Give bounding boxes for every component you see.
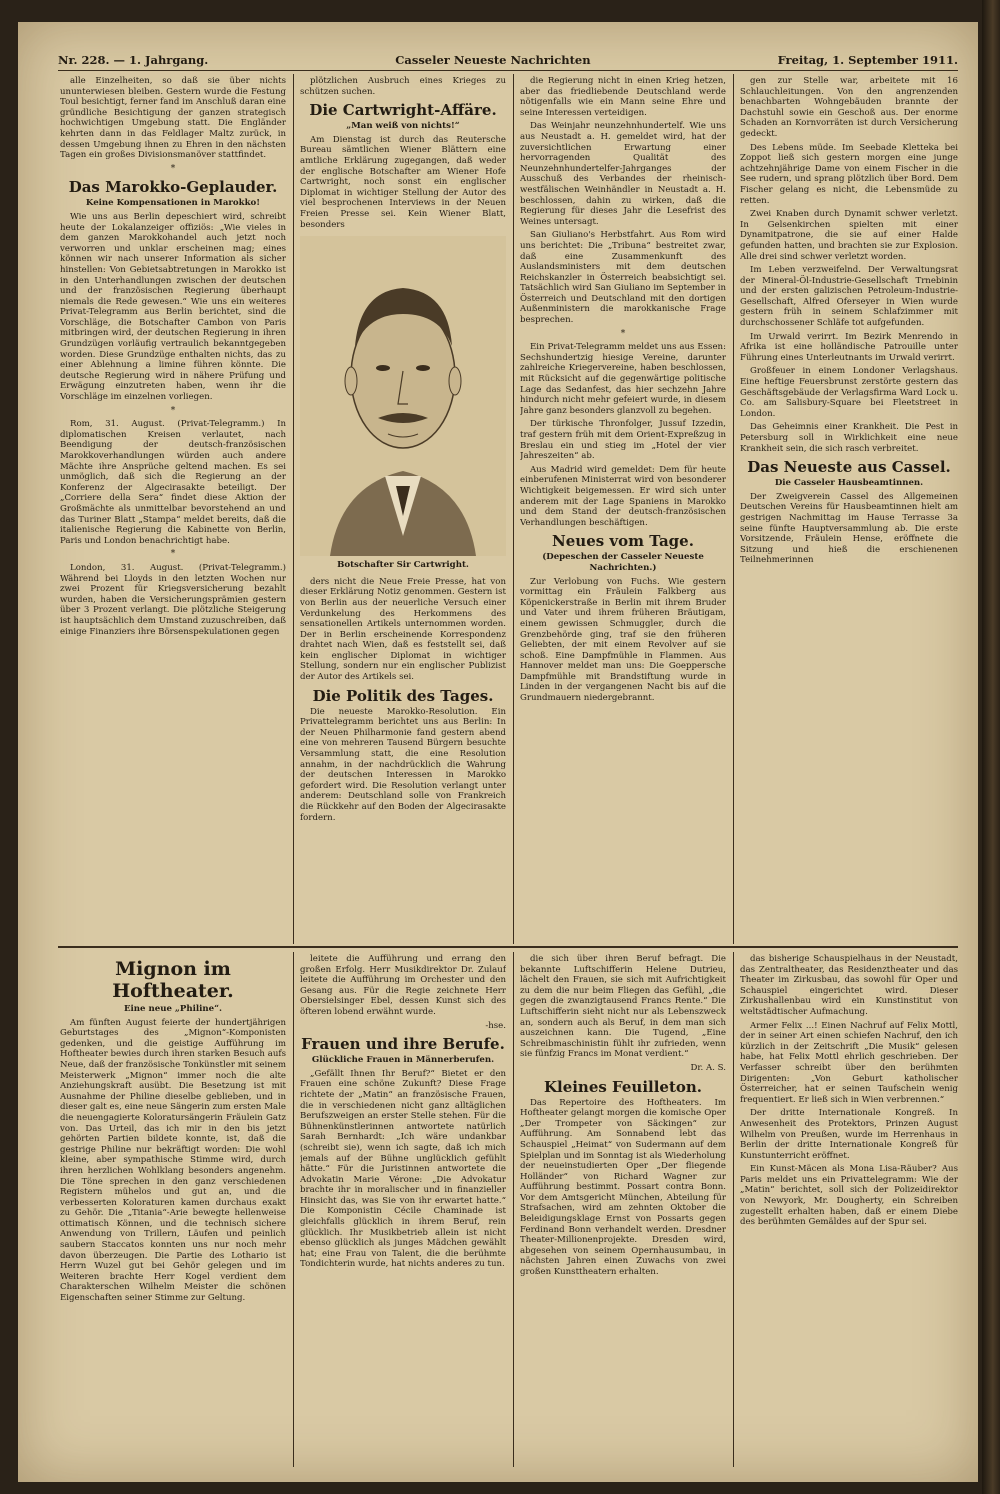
article-text: Am fünften August feierte der hundertjährigen Geburtstages des „Mignon“-Komponisten gedenken, und die geistige Aufführung im Hoftheater bewies durch ihren starken Besuch aufs Neue, daß der französische Tonkünstler mit seinem Meisterwerk „Mignon“ immer noch die alte Anziehungskraft ausübt. Die Besetzung ist mit Ausnahme der Philine dieselbe geblieben, und in dieser galt es, eine neue Sängerin zum ersten Male die neuengagierte Koloratursängerin Fräulein Gatz von. Das Urteil, das ich mir in den bis jetzt gehörten Partien bildete konnte, ist, daß die gestrige Philine nur bekräftigt worden: Die wohl kleine, aber sympathische Stimme wird, durch ihren herzlichen Wohlklang besonders angenehm. Die Töne sprechen in den ganz verschiedenen Registern mühelos und gut an, und die verbesserten Koloraturen kamen durchaus exakt zu Gehör. Die „Titania“-Arie bewegte hellenweise ottimatisch Können, und die technisch sichere Anwendung von Trillern, Läufen und peinlich saubern Staccatos konnten uns nur noch mehr davon überzeugen. Die Partie des Lothario ist Herrn Wuzel gut bei Gehör gelegen und im Weiteren brachte Herr Kogel verdient dem Charakterschen Wilhelm Meister die schönen Eigenschaften seiner Stimme zur Geltung. bbox=[60, 1017, 286, 1304]
news-item: Aus Madrid wird gemeldet: Dem für heute einberufenen Ministerrat wird von besonderer Wichtigkeit beigemessen. Er wird sich unter anderem mit der Lage Spaniens in Marokko und dem Stand der deutsch-französischen Verhandlungen beschäftigen. bbox=[520, 464, 726, 528]
subheadline: (Depeschen der Casseler Neueste Nachrichten.) bbox=[542, 552, 704, 573]
top-column-3 bbox=[520, 76, 726, 942]
column-rule bbox=[733, 74, 734, 944]
news-item: Im Urwald verirrt. Im Bezirk Menrendo in Afrika ist eine holländische Patrouille unter Führung eines Unterleutnants im Urwald verirrt. bbox=[740, 331, 958, 363]
article-text: „Gefällt Ihnen Ihr Beruf?“ Bietet er den Frauen eine schöne Zukunft? Diese Frage richtete der „Matin“ an französische Frauen, die in verschiedenen nicht ganz alltäglichen Berufszweigen an erster Stelle stehen. Für die Bühnenkünstlerinnen antwortete natürlich Sarah Bernhardt: „Ich wäre undankbar (schreibt sie), wenn ich sagte, daß ich mich jemals auf der Bühne unglücklich gefühlt hätte.“ Für die Juristinnen antwortete die Advokatin Marie Vérone: „Die Advokatur brachte ihr in moralischer und in finanzieller Hinsicht das, was Sie von ihr erwartet hatte.“ Die Komponistin Cécile Chaminade ist gleichfalls glücklich in ihrem Beruf, rein glücklich. Ihr Musikbetrieb allein ist nicht ebenso glücklich als junges Mädchen gewählt hat; eine Frau von Talent, die die berühmte Tondichterin wurde, hat nichts anderes zu tun. bbox=[300, 1068, 506, 1270]
news-item: Das Weinjahr neunzehnhundertelf. Wie uns aus Neustadt a. H. gemeldet wird, hat der zuversichtlichen Erwartung einer hervorragenden Qualität des Neunzehnhundertelfer-Jahrganges der Ausschuß des Verbandes der rheinisch-westfälischen Weinhändler in Neustadt a. H. beschlossen, dahin zu wirken, daß die Regierung für dieses Jahr die Lesefrist des Weines untersagt. bbox=[520, 121, 726, 227]
news-item: Im Leben verzweifelnd. Der Verwaltungsrat der Mineral-Öl-Industrie-Gesellschaft Trnebinin und der ersten galizischen Petroleum-Industrie-Gesellschaft, Alfred Oferseyer in Wien wurde gestern früh in seinem Schlafzimmer mit durchschossener Schläfe tot aufgefunden. bbox=[740, 265, 958, 329]
column-rule bbox=[733, 952, 734, 1467]
headline-neues-vom-tage: Neues vom Tage. bbox=[552, 532, 694, 551]
bottom-column-2 bbox=[300, 954, 506, 1468]
page-header bbox=[58, 50, 958, 71]
subheadline: „Man weiß von nichts!“ bbox=[346, 121, 460, 132]
article-text: Rom, 31. August. (Privat-Telegramm.) In diplomatischen Kreisen verlautet, nach Beendigung der deutsch-französischen Marokkoverhandlungen würden auch andere Mächte ihre Ansprüche geltend machen. Es sei unmöglich, daß sich die Regierung an der Konferenz der Algecirasakte beteiligt. Der „Corriere della Sera“ findet diese Aktion der Großmächte als unmittelbar bevorstehend an und das Turiner Blatt „Stampa“ meldet bereits, daß die italienische Regierung die Kabinette von Berlin, Paris und London benachrichtigt habe. bbox=[60, 419, 286, 546]
news-item: Ein Privat-Telegramm meldet uns aus Essen: Sechshundertzig hiesige Vereine, darunter zahlreiche Kriegervereine, haben beschlossen, mit Rücksicht auf die gegenwärtige politische Lage das Sedanfest, das hier sechzehn Jahre hindurch nicht mehr gefeiert wurde, in diesem Jahre ganz besonders glanzvoll zu begehen. bbox=[520, 342, 726, 416]
headline-feuilleton: Kleines Feuilleton. bbox=[543, 1077, 703, 1096]
subheadline: Glückliche Frauen in Männerberufen. bbox=[311, 1055, 495, 1066]
article-text: Der Zweigverein Cassel des Allgemeinen Deutschen Vereins für Hausbeamtinnen hielt am gestrigen Nachmittag im Hause Terrasse 3a seine fünfte Hauptversammlung ab. Die erste Vorsitzende, Fräulein Hense, eröffnete die Sitzung und hieß die erschienenen Teilnehmerinnen bbox=[740, 491, 958, 566]
headline-mignon: Mignon im Hoftheater. bbox=[112, 958, 234, 1002]
headline-cartwright: Die Cartwright-Affäre. bbox=[309, 101, 497, 120]
news-item: Armer Felix ...! Einen Nachruf auf Felix Mottl, der in seiner Art einen schiefen Nachruf, den ich kürzlich in der Zeitschrift „Die Musik“ gelesen habe, hat Felix Mottl ehrlich geschrieben. Der Verfasser schreibt über den berühmten Dirigenten: „Von Geburt katholischer Österreicher, hat er seinen Taufschein wenig frequentiert. Er ließ sich in Wien verbrennen.“ bbox=[740, 1020, 958, 1105]
article-text: ders nicht die Neue Freie Presse, hat von dieser Erklärung Notiz genommen. Gestern ist von Berlin aus der neuerliche Versuch einer Verdunkelung des Herkommens des sensationellen Artikels unternommen worden. Der in Berlin erscheinende Korrespondenz drahtet nach Wien, daß es feststellt sei, daß kein englischer Diplomat in wichtiger Stellung, sondern nur ein englischer Publizist der Autor des Artikels sei. bbox=[300, 576, 506, 683]
news-item: Der türkische Thronfolger, Jussuf Izzedin, traf gestern früh mit dem Orient-Expreßzug in Breslau ein und stieg im „Hotel der vier Jahreszeiten“ ab. bbox=[520, 419, 726, 462]
news-item: Der dritte Internationale Kongreß. In Anwesenheit des Protektors, Prinzen August Wilhelm von Preußen, wurde im Herrenhaus in Berlin der dritte Internationale Kongreß für Kunstunterricht eröffnet. bbox=[740, 1108, 958, 1161]
article-text: gen zur Stelle war, arbeitete mit 16 Schlauchleitungen. Von den angrenzenden benachbarten Wohngebäuden brannte der Dachstuhl sowie ein Geschoß aus. Der enorme Schaden an Kornvorräten ist durch Versicherung gedeckt. bbox=[740, 76, 958, 139]
portrait-caption: Botschafter Sir Cartwright. bbox=[337, 560, 469, 571]
separator-star: * bbox=[170, 163, 176, 174]
issue-number: Nr. 228. — 1. Jahrgang. bbox=[58, 53, 209, 67]
article-text: die Regierung nicht in einen Krieg hetzen, aber das friedliebende Deutschland werde nötigenfalls wie ein Mann seine Ehre und seine Interessen verteidigen. bbox=[520, 76, 726, 118]
author-signature: -hse. bbox=[485, 1020, 506, 1031]
news-item: Ein Kunst-Mäcen als Mona Lisa-Räuber? Aus Paris meldet uns ein Privattelegramm: Wie der „Matin“ berichtet, soll sich der Polizeidirektor von Newyork, Mr. Dougherty, ein Schreiben zugestellt erhalten haben, daß er einem Diebe des berühmten Gemäldes auf der Spur sei. bbox=[740, 1164, 958, 1228]
separator-star: * bbox=[620, 328, 626, 339]
news-item: Des Lebens müde. Im Seebade Kletteka bei Zoppot ließ sich gestern morgen eine junge achtzehnjährige Dame von einem Fischer in die See rudern, und sprang plötzlich über Bord. Dem Fischer gelang es nicht, die Lebensmüde zu retten. bbox=[740, 142, 958, 206]
article-text: Die neueste Marokko-Resolution. Ein Privattelegramm berichtet uns aus Berlin: In der Neuen Philharmonie fand gestern abend eine von mehreren Tausend Bürgern besuchte Versammlung statt, die eine Resolution annahm, in der nachdrücklich die Wahrung der deutschen Interessen in Marokko gefordert wird. Die Resolution verlangt unter anderem: Deutschland solle von Frankreich die Rückkehr auf den Boden der Algecirasakte fordern. bbox=[300, 706, 506, 823]
headline-marokko: Das Marokko-Geplauder. bbox=[68, 178, 278, 197]
column-rule bbox=[513, 952, 514, 1467]
headline-neueste-cassel: Das Neueste aus Cassel. bbox=[747, 458, 951, 477]
article-text: plötzlichen Ausbruch eines Krieges zu schützen suchen. bbox=[300, 76, 506, 97]
portrait-illustration bbox=[300, 236, 506, 556]
subheadline: Eine neue „Philine“. bbox=[123, 1004, 223, 1014]
news-item: Großfeuer in einem Londoner Verlagshaus. Eine heftige Feuersbrunst zerstörte gestern das Geschäftsgebäude der Verlagsfirma Ward Lock u. Co. am Salisbury-Square bei Fleetstreet in London. bbox=[740, 366, 958, 419]
article-text: Am Dienstag ist durch das Reutersche Bureau sämtlichen Wiener Blättern eine amtliche Erklärung zugegangen, daß weder der englische Botschafter am Wiener Hofe Cartwright, noch sonst ein englischer Diplomat in wichtiger Stellung der Autor des viel besprochenen Interviews in der Neuen Freien Presse sei. Kein Wiener Blatt, besonders bbox=[300, 134, 506, 230]
page-binding-edge bbox=[982, 0, 1000, 1494]
article-text: Das Repertoire des Hoftheaters. Im Hoftheater gelangt morgen die komische Oper „Der Trompeter von Säckingen“ zur Aufführung. Am Sonnabend lebt das Schauspiel „Heimat“ von Sudermann auf dem Spielplan und im Sonntag ist als Wiederholung der neueinstudierten Oper „Der fliegende Holländer“ von Richard Wagner zur Aufführung bestimmt. Possart contra Bonn. Vor dem Amtsgericht München, Abteilung für Strafsachen, wird am zehnten Oktober die Beleidigungsklage Ernst von Possarts gegen Ferdinand Bonn verhandelt werden. Dresdner Theater-Millionenprojekte. Dresden wird, abgesehen von seinem Opernhausumbau, in nächsten Jahren einen Zuwachs von zwei großen Kunsttheatern erhalten. bbox=[520, 1097, 726, 1278]
subheadline: Keine Kompensationen in Marokko! bbox=[85, 198, 261, 209]
top-column-4 bbox=[740, 76, 958, 942]
news-item: Zwei Knaben durch Dynamit schwer verletzt. In Gelsenkirchen spielten mit einer Dynamitpatrone, die sie auf einer Halde gefunden hatten, und brachten sie zur Explosion. Alle drei sind schwer verletzt worden. bbox=[740, 209, 958, 262]
article-text: alle Einzelheiten, so daß sie über nichts ununterwiesen bleiben. Gestern wurde die Festung Toul besichtigt, ferner fand im Anschluß daran eine gründliche Besichtigung der ganzen strategisch hochwichtigen Umgebung statt. Die Engländer kehrten dann in das Feldlager Maltz zurück, in dessen Umgebung ihnen zu Ehren in den nächsten Tagen ein großes Divisionsmanöver stattfindet. bbox=[60, 76, 286, 161]
top-column-1 bbox=[60, 76, 286, 942]
column-rule bbox=[293, 74, 294, 944]
newspaper-name: Casseler Neueste Nachrichten bbox=[395, 53, 591, 67]
article-text: leitete die Aufführung und errang den großen Erfolg. Herr Musikdirektor Dr. Zulauf leitete die Aufführung im Orchester und den Gesang aus. Für die Regie zeichnete Herr Obersielsinger Ebel, dessen Kunst sich des öfteren lobend erwähnt wurde. bbox=[300, 954, 506, 1017]
section-divider bbox=[58, 946, 958, 948]
article-text: Zur Verlobung von Fuchs. Wie gestern vormittag ein Fräulein Falkberg aus Köpenickerstraße in Berlin mit ihrem Bruder und Vater und ihrem früheren Bräutigam, einem gewissen Schmuggler, durch die Grenzbehörde ging, traf sie den früheren Geliebten, der mit einem Revolver auf sie schoß. Eine Dampfmühle in Flammen. Aus Hannover meldet man uns: Die Goeppersche Dampfmühle mit Brandstiftung wurde in Linden in der vergangenen Nacht bis auf die Grundmauern niedergebrannt. bbox=[520, 576, 726, 704]
headline-politik: Die Politik des Tages. bbox=[312, 686, 494, 705]
article-text: Wie uns aus Berlin depeschiert wird, schreibt heute der Lokalanzeiger offiziös: „Wie vieles in dem ganzen Marokkohandel auch jetzt noch verworren und unklar erscheinen mag; eines können wir nach unserer Information als sicher hinstellen: Von Gebietsabtretungen in Marokko ist in den Unterhandlungen zwischen der deutschen und der französischen Regierung überhaupt niemals die Rede gewesen.“ Wie uns ein weiteres Privat-Telegramm aus Berlin berichtet, sind die Vorschläge, die Botschafter Cambon von Paris mitbringen wird, der deutschen Regierung in ihren Grundzügen vorläufig vertraulich bekanntgegeben worden. Diese Grundzüge enthalten nichts, das zu einer Ablehnung a limine führen könnte. Die deutsche Regierung wird in nähere Prüfung und Erwägung einzutreten haben, wenn ihr die Vorschläge im einzelnen vorliegen. bbox=[60, 211, 286, 403]
bottom-column-3 bbox=[520, 954, 726, 1468]
bottom-column-4 bbox=[740, 954, 958, 1468]
top-column-2 bbox=[300, 76, 506, 942]
separator-star: * bbox=[170, 549, 176, 560]
news-item: San Giuliano's Herbstfahrt. Aus Rom wird uns berichtet: Die „Tribuna“ bestreitet zwar, daß eine Zusammenkunft des Auslandsministers mit dem deutschen Reichskanzler in Österreich beabsichtigt sei. Tatsächlich wird San Giuliano im September in Österreich und Deutschland mit den dortigen Außenministern die marokkanische Frage besprechen. bbox=[520, 230, 726, 326]
column-rule bbox=[293, 952, 294, 1467]
bottom-column-1 bbox=[60, 954, 286, 1468]
article-text: die sich über ihren Beruf befragt. Die bekannte Luftschifferin Helene Dutrieu, lächelt den Frauen, sie sich mit Aufrichtigkeit zu dem die nur beim Fliegen das Gefühl, „die gegen die zwanzigtausend Francs Rente.“ Die Luftschifferin sieht nicht nur als Lebenszweck an, sondern auch als Beruf, in dem man sich auszeichnen kann. Die Tugend, „Eine Schreibmaschinistin fühlt ihr zufrieden, wenn sie fünfzig Francs im Monat verdient.“ bbox=[520, 954, 726, 1060]
headline-frauen: Frauen und ihre Berufe. bbox=[301, 1035, 505, 1054]
issue-date: Freitag, 1. September 1911. bbox=[777, 53, 958, 67]
newspaper-page bbox=[18, 22, 978, 1482]
article-text: London, 31. August. (Privat-Telegramm.) Während bei Lloyds in den letzten Wochen nur zwei Prozent für Kriegsversicherung bezahlt wurden, haben die Versicherungsprämien gestern über 3 Prozent verlangt. Die plötzliche Steigerung ist hauptsächlich dem Umstand zuzuschreiben, daß einige Finanziers ihre Börsenspekulationen gegen bbox=[60, 562, 286, 637]
author-signature: Dr. A. S. bbox=[690, 1062, 726, 1073]
subheadline: Die Casseler Hausbeamtinnen. bbox=[774, 478, 924, 489]
article-text: das bisherige Schauspielhaus in der Neustadt, das Zentraltheater, das Residenztheater und das Theater im Zirkusbau, das sowohl für Oper und Schauspiel eingerichtet wird. Dieser Zirkushallenbau wird ein Kunstinstitut von weltstädtischer Aufmachung. bbox=[740, 954, 958, 1017]
column-rule bbox=[513, 74, 514, 944]
news-item: Das Geheimnis einer Krankheit. Die Pest in Petersburg soll in Wirklichkeit eine neue Krankheit sein, die sich rasch verbreitet. bbox=[740, 422, 958, 454]
separator-star: * bbox=[170, 405, 176, 416]
